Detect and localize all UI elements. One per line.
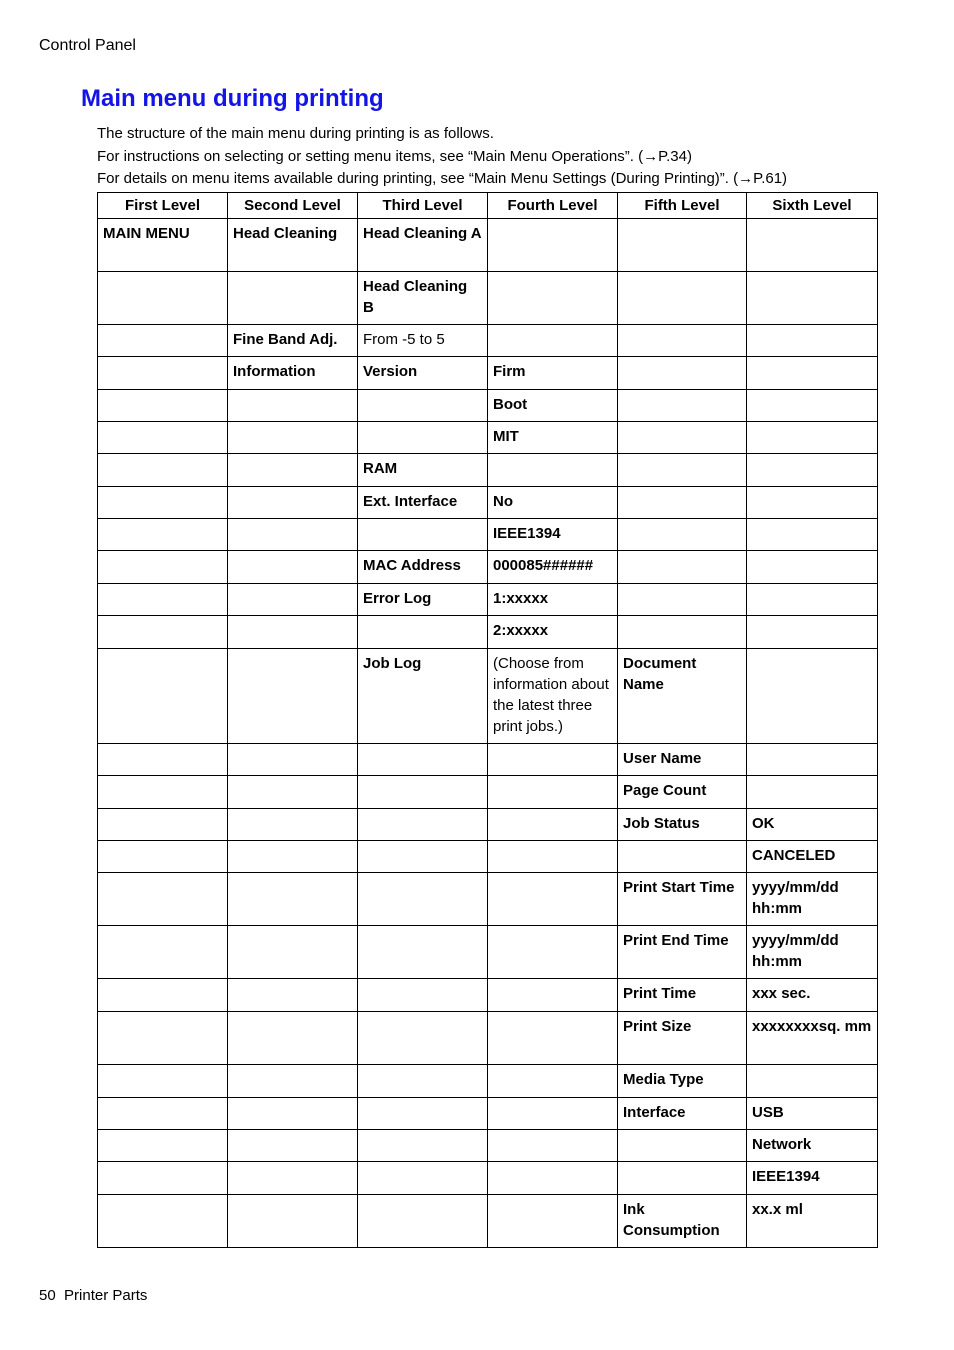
table-cell [228, 1098, 358, 1130]
table-cell [98, 519, 228, 551]
table-cell [98, 454, 228, 487]
table-cell: Head Cleaning [228, 219, 358, 272]
table-cell: Page Count [618, 776, 747, 809]
table-cell [228, 584, 358, 616]
table-cell [358, 1012, 488, 1065]
table-cell: Information [228, 357, 358, 390]
table-cell [488, 809, 618, 841]
table-cell: Document Name [618, 649, 747, 744]
table-cell [358, 390, 488, 422]
table-cell: Media Type [618, 1065, 747, 1098]
table-cell [358, 519, 488, 551]
table-cell [747, 1065, 878, 1098]
table-row [98, 1098, 878, 1130]
table-cell [747, 454, 878, 487]
table-row [98, 1012, 878, 1065]
table-row [98, 519, 878, 551]
table-cell: IEEE1394 [488, 519, 618, 551]
table-cell [747, 422, 878, 454]
table-cell: xxxxxxxxsq. mm [747, 1012, 878, 1065]
table-cell: yyyy/mm/dd hh:mm [747, 926, 878, 979]
table-cell [228, 776, 358, 809]
column-header: Fifth Level [618, 193, 747, 219]
table-cell [618, 272, 747, 325]
table-cell [358, 1130, 488, 1162]
table-cell: 2:xxxxx [488, 616, 618, 649]
table-cell [358, 744, 488, 776]
column-header: Fourth Level [488, 193, 618, 219]
table-cell [98, 1098, 228, 1130]
table-cell [228, 1162, 358, 1195]
table-cell: Error Log [358, 584, 488, 616]
table-cell [358, 422, 488, 454]
column-header: First Level [98, 193, 228, 219]
table-cell [228, 616, 358, 649]
table-cell [488, 841, 618, 873]
table-cell: Job Log [358, 649, 488, 744]
table-cell [98, 422, 228, 454]
table-cell [488, 454, 618, 487]
table-cell: Print End Time [618, 926, 747, 979]
table-cell [618, 454, 747, 487]
table-cell [488, 744, 618, 776]
table-cell [747, 272, 878, 325]
table-cell [747, 616, 878, 649]
table-cell [618, 584, 747, 616]
table-row [98, 616, 878, 649]
table-cell: MAIN MENU [98, 219, 228, 272]
table-cell [488, 325, 618, 357]
table-cell: MAC Address [358, 551, 488, 584]
table-cell [228, 744, 358, 776]
table-cell: From -5 to 5 [358, 325, 488, 357]
table-row [98, 219, 878, 272]
table-cell [488, 1098, 618, 1130]
table-cell: Print Size [618, 1012, 747, 1065]
table-cell [488, 272, 618, 325]
table-cell [488, 1130, 618, 1162]
table-cell [618, 219, 747, 272]
table-cell [98, 390, 228, 422]
table-cell: USB [747, 1098, 878, 1130]
table-row [98, 422, 878, 454]
table-cell [228, 873, 358, 926]
table-row [98, 551, 878, 584]
page-number: 50 [39, 1287, 56, 1304]
table-row [98, 979, 878, 1012]
table-cell: User Name [618, 744, 747, 776]
table-cell [488, 926, 618, 979]
menu-structure-table [97, 192, 878, 1248]
table-cell [747, 776, 878, 809]
table-cell: Network [747, 1130, 878, 1162]
table-cell: yyyy/mm/dd hh:mm [747, 873, 878, 926]
table-cell [228, 551, 358, 584]
table-cell: Job Status [618, 809, 747, 841]
table-cell [98, 1130, 228, 1162]
table-cell [488, 219, 618, 272]
table-cell [228, 1065, 358, 1098]
table-cell [98, 841, 228, 873]
table-cell [228, 841, 358, 873]
table-row [98, 744, 878, 776]
table-cell: No [488, 487, 618, 519]
table-row [98, 776, 878, 809]
table-cell: 000085###### [488, 551, 618, 584]
table-cell [98, 1065, 228, 1098]
table-cell [228, 454, 358, 487]
table-row [98, 272, 878, 325]
table-cell [98, 272, 228, 325]
table-cell [98, 1162, 228, 1195]
table-cell [618, 487, 747, 519]
table-cell: 1:xxxxx [488, 584, 618, 616]
table-cell [747, 325, 878, 357]
table-row [98, 487, 878, 519]
table-cell [358, 1195, 488, 1248]
table-cell [98, 744, 228, 776]
table-cell [98, 809, 228, 841]
table-cell [747, 584, 878, 616]
table-cell [358, 616, 488, 649]
table-cell: Version [358, 357, 488, 390]
table-cell [358, 1098, 488, 1130]
table-cell [98, 357, 228, 390]
table-cell [618, 325, 747, 357]
table-cell [488, 1195, 618, 1248]
table-row [98, 454, 878, 487]
intro-line: For details on menu items available during printing, see “Main Menu Settings (During Printing)”. (→P.61) [97, 170, 788, 187]
table-cell [98, 616, 228, 649]
table-cell [488, 1162, 618, 1195]
table-cell: xxx sec. [747, 979, 878, 1012]
running-header: Control Panel [39, 37, 136, 54]
table-cell: IEEE1394 [747, 1162, 878, 1195]
table-cell [488, 979, 618, 1012]
column-header: Third Level [358, 193, 488, 219]
table-cell [747, 744, 878, 776]
table-cell: Print Start Time [618, 873, 747, 926]
intro-line: The structure of the main menu during printing is as follows. [97, 125, 494, 142]
table-cell [98, 926, 228, 979]
table-cell [618, 1162, 747, 1195]
table-cell [358, 873, 488, 926]
table-cell [228, 649, 358, 744]
table-cell [228, 390, 358, 422]
table-row [98, 841, 878, 873]
table-cell [618, 551, 747, 584]
table-cell: RAM [358, 454, 488, 487]
table-cell [747, 649, 878, 744]
table-cell [618, 1130, 747, 1162]
table-cell [358, 809, 488, 841]
table-row [98, 649, 878, 744]
table-header-row [98, 193, 878, 219]
table-cell: Head Cleaning B [358, 272, 488, 325]
table-cell [358, 926, 488, 979]
table-cell [228, 519, 358, 551]
table-cell: xx.x ml [747, 1195, 878, 1248]
table-cell: Interface [618, 1098, 747, 1130]
table-cell [98, 979, 228, 1012]
table-cell: Firm [488, 357, 618, 390]
table-cell [358, 776, 488, 809]
table-cell [618, 841, 747, 873]
column-header: Sixth Level [747, 193, 878, 219]
table-row [98, 1130, 878, 1162]
table-cell [98, 649, 228, 744]
table-cell [747, 219, 878, 272]
table-cell [98, 487, 228, 519]
intro-paragraph [97, 123, 787, 191]
page-footer [39, 1287, 147, 1304]
table-cell [747, 357, 878, 390]
table-cell [618, 422, 747, 454]
table-row [98, 926, 878, 979]
table-cell [358, 1065, 488, 1098]
table-cell: Ink Consumption [618, 1195, 747, 1248]
table-cell [228, 272, 358, 325]
table-cell [228, 487, 358, 519]
table-cell [488, 776, 618, 809]
table-cell: Boot [488, 390, 618, 422]
table-row [98, 809, 878, 841]
table-cell: MIT [488, 422, 618, 454]
table-row [98, 325, 878, 357]
table-cell [228, 422, 358, 454]
table-cell [228, 979, 358, 1012]
table-cell [98, 551, 228, 584]
table-cell: (Choose from information about the latest three print jobs.) [488, 649, 618, 744]
intro-line: For instructions on selecting or setting menu items, see “Main Menu Operations”. (→P.34) [97, 147, 692, 165]
table-row [98, 1065, 878, 1098]
table-cell [358, 979, 488, 1012]
table-cell [228, 809, 358, 841]
table-cell [618, 616, 747, 649]
table-cell [488, 1012, 618, 1065]
table-cell [98, 584, 228, 616]
table-cell [747, 487, 878, 519]
table-cell [98, 776, 228, 809]
table-cell [358, 841, 488, 873]
table-cell: Fine Band Adj. [228, 325, 358, 357]
table-cell [358, 1162, 488, 1195]
table-cell: Head Cleaning A [358, 219, 488, 272]
table-cell [618, 357, 747, 390]
table-cell: Ext. Interface [358, 487, 488, 519]
table-cell: CANCELED [747, 841, 878, 873]
table-cell [747, 551, 878, 584]
table-cell [98, 325, 228, 357]
table-row [98, 584, 878, 616]
table-cell [618, 519, 747, 551]
table-cell [228, 1012, 358, 1065]
page-title: Main menu during printing [81, 85, 384, 112]
table-cell [228, 1195, 358, 1248]
column-header: Second Level [228, 193, 358, 219]
table-cell: Print Time [618, 979, 747, 1012]
table-row [98, 357, 878, 390]
table-body [98, 219, 878, 1248]
table-cell: OK [747, 809, 878, 841]
table-cell [98, 1195, 228, 1248]
table-cell [488, 873, 618, 926]
table-cell [618, 390, 747, 422]
table-cell [747, 519, 878, 551]
table-cell [98, 873, 228, 926]
table-row [98, 1195, 878, 1248]
table-cell [228, 926, 358, 979]
table-cell [747, 390, 878, 422]
footer-section: Printer Parts [64, 1287, 148, 1304]
table-cell [98, 1012, 228, 1065]
table-cell [488, 1065, 618, 1098]
table-row [98, 390, 878, 422]
table-row [98, 1162, 878, 1195]
table-row [98, 873, 878, 926]
table-cell [228, 1130, 358, 1162]
